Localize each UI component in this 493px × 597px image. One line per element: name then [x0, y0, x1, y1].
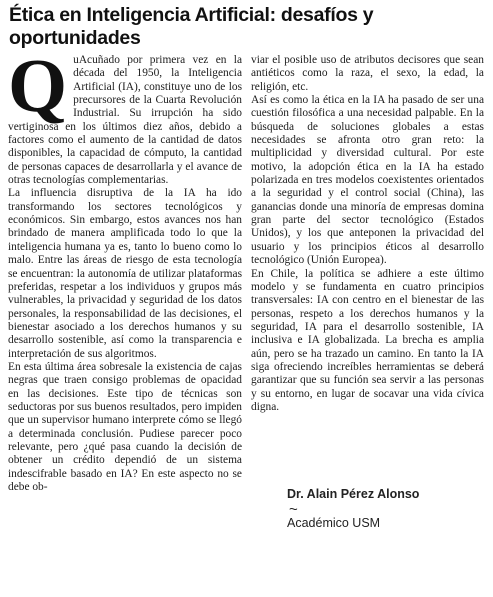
article-title: Ética en Inteligencia Artificial: desafíos y oportunidades — [9, 4, 374, 49]
drop-cap: Q — [8, 44, 68, 128]
author-signature — [287, 487, 419, 530]
paragraph-influence: La influencia disruptiva de la IA ha ido transformando los sectores tecnológicos y económicos. Sin embargo, estos avances nos han brindado de manera amplificada todo lo que la inteligencia humana ya es, tanto lo bueno como lo malo. Entre las áreas de riesgo de esta tecnología se encuentran: la autonomía de utilizar plataformas preferidas, respetar a los individuos y grupos más vulnerables, la privacidad y seguridad de los datos personales, la responsabilidad de las decisiones, el bienestar asociado a los derechos humanos y su desarrollo sostenible, así como la transparencia e interpretación de sus algoritmos. — [8, 187, 242, 360]
paragraph-ethics-models: Así es como la ética en la IA ha pasado de ser una cuestión filosófica a una necesidad palpable. En la búsqueda de soluciones globales a estas necesidades se afronta otro gran reto: la multiplicidad y diversidad cultural. Por este motivo, la adopción ética en la IA ha estado polarizada en tres modelos coexistentes orientados a la seguridad y el control social (China), las ganancias donde una minoría de empresas domina gran parte del sector tecnológico (Estados Unidos), y los que anteponen la privacidad del usuario y los principios éticos al desarrollo tecnológico (Unión Europea). — [251, 94, 484, 267]
author-role: Académico USM — [287, 516, 381, 530]
paragraph-continuation: viar el posible uso de atributos decisores que sean antiéticos como la raza, el sexo, la edad, la religión, etc. — [251, 54, 484, 93]
author-name: Dr. Alain Pérez Alonso — [287, 487, 420, 501]
paragraph-black-boxes: En esta última área sobresale la existencia de cajas negras que traen consigo problemas de opacidad en las decisiones. Este tipo de técnicas son seductoras por sus buenos resultados, pero impiden que un supervisor humano interprete cómo se llegó a determinada conclusión. Pudiese parecer poco relevante, pero ¿qué pasa cuando la decisión de obtener un crédito dependió de un sistema indescifrable basado en IA? En este aspecto no se debe ob- — [8, 360, 242, 493]
paragraph-intro — [8, 44, 242, 187]
article-column-left — [8, 44, 242, 494]
article-column-right — [251, 54, 484, 414]
paragraph-chile: En Chile, la política se adhiere a este último modelo y se fundamenta en cuatro principios transversales: IA con centro en el bienestar de las personas, respeto a los derechos humanos y la seguridad, IA para el desarrollo sostenible, IA inclusiva e IA globalizada. La brecha es amplia aún, pero se ha trazado un camino. En tanto la IA siga ofreciendo increíbles herramientas se deberá garantizar que su función sea servir a las personas y su entorno, en lugar de socavar una vida cívica digna. — [251, 267, 484, 413]
paragraph-intro-text: uAcuñado por primera vez en la década del 1950, la Inteligencia Artificial (IA), constituye uno de los precursores de la Cuarta Revolución Industrial. Su irrupción ha sido vertiginosa en los últimos diez años, debido a factores como el aumento de la cantidad de datos disponibles, la capacidad de cómputo, la cantidad de personas capaces de desarrollarla y el avance de otras tecnologías complementarias. — [8, 54, 242, 187]
signature-mark: ~ — [289, 501, 298, 518]
